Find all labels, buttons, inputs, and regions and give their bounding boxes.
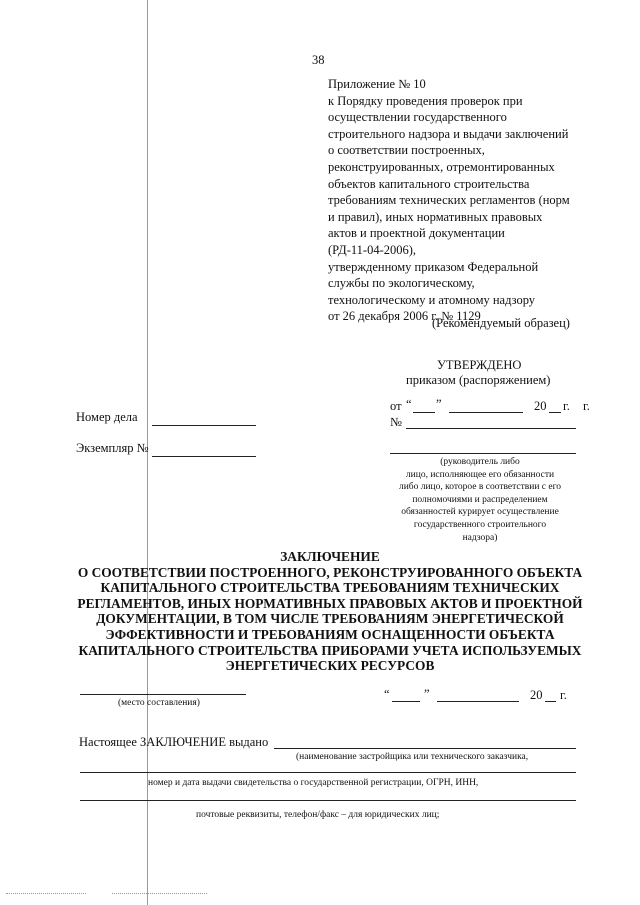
- approval-quote-open: “: [406, 397, 412, 411]
- appendix-line: осуществлении государственного: [328, 110, 507, 125]
- head-note-line: полномочиями и распределением: [412, 494, 548, 505]
- scan-artifact: [112, 893, 207, 894]
- date-month-field[interactable]: [437, 701, 519, 702]
- place-caption: (место составления): [118, 698, 200, 708]
- head-note-line: лицо, исполняющее его обязанности: [405, 469, 555, 480]
- date-quote-close: ”: [424, 687, 430, 701]
- case-number-label: Номер дела: [76, 410, 138, 424]
- appendix-line: и правил), иных нормативных правовых: [328, 209, 543, 224]
- approval-year-prefix: 20: [534, 399, 547, 413]
- issued-to-field-3[interactable]: [80, 800, 576, 801]
- place-field[interactable]: [80, 694, 246, 695]
- approval-from-label: от: [390, 399, 402, 413]
- issued-caption-1: (наименование застройщика или технического заказчика,: [296, 752, 529, 762]
- date-year-suffix: г.: [560, 688, 567, 702]
- date-day-field[interactable]: [392, 701, 420, 702]
- title-line: ЗАКЛЮЧЕНИЕ: [280, 549, 380, 564]
- approval-day-field[interactable]: [413, 412, 435, 413]
- title-line: ДОКУМЕНТАЦИИ, В ТОМ ЧИСЛЕ ТРЕБОВАНИЯМ ЭНЕРГЕТИЧЕСКОЙ: [96, 611, 564, 627]
- appendix-line: Приложение № 10: [328, 77, 426, 91]
- appendix-line: к Порядку проведения проверок при: [328, 93, 523, 108]
- appendix-line: требованиям технических регламентов (норм: [328, 193, 570, 208]
- head-note-line: (руководитель либо: [440, 457, 520, 467]
- scan-artifact: [6, 893, 86, 894]
- appendix-line: реконструированных, отремонтированных: [328, 159, 555, 174]
- head-note-line: надзора): [462, 532, 498, 543]
- approval-month-field[interactable]: [449, 412, 523, 413]
- appendix-line: (РД-11-04-2006),: [328, 242, 417, 257]
- copy-number-label: Экземпляр №: [76, 441, 149, 455]
- approved-by-order: приказом (распоряжением): [406, 373, 551, 387]
- title-line: КАПИТАЛЬНОГО СТРОИТЕЛЬСТВА ПРИБОРАМИ УЧЕТА ИСПОЛЬЗУЕМЫХ: [78, 642, 582, 658]
- appendix-line: актов и проектной документации: [328, 226, 505, 241]
- date-year-field[interactable]: [545, 701, 556, 702]
- head-note-line: государственного строительного: [413, 519, 547, 530]
- approved-heading: УТВЕРЖДЕНО: [437, 358, 522, 372]
- date-year-prefix: 20: [530, 688, 543, 702]
- copy-number-field[interactable]: [152, 456, 256, 457]
- approval-year-field[interactable]: [549, 412, 561, 413]
- appendix-line: службы по экологическому,: [328, 276, 475, 291]
- issued-label: Настоящее ЗАКЛЮЧЕНИЕ выдано: [79, 735, 269, 749]
- approval-number-field[interactable]: [406, 428, 576, 429]
- issued-to-field-2[interactable]: [80, 772, 576, 773]
- title-line: ЭНЕРГЕТИЧЕСКИХ РЕСУРСОВ: [225, 658, 435, 674]
- appendix-line: объектов капитального строительства: [328, 176, 530, 191]
- appendix-line: строительного надзора и выдачи заключений: [328, 126, 569, 141]
- appendix-line: о соответствии построенных,: [328, 143, 485, 158]
- title-line: РЕГЛАМЕНТОВ, ИНЫХ НОРМАТИВНЫХ ПРАВОВЫХ АКТОВ И ПРОЕКТНОЙ: [77, 595, 583, 611]
- document-title: [60, 549, 600, 674]
- title-line: О СООТВЕТСТВИИ ПОСТРОЕННОГО, РЕКОНСТРУИРОВАННОГО ОБЪЕКТА: [77, 564, 583, 580]
- title-line: КАПИТАЛЬНОГО СТРОИТЕЛЬСТВА ТРЕБОВАНИЯМ ТЕХНИЧЕСКИХ: [100, 580, 560, 596]
- head-note-line: обязанностей курирует осуществление: [401, 507, 559, 518]
- head-note: [380, 456, 580, 544]
- appendix-line: технологическому и атомному надзору: [328, 292, 536, 307]
- case-number-field[interactable]: [152, 425, 256, 426]
- head-signature-line[interactable]: [390, 453, 576, 454]
- approval-extra-g: г.: [583, 399, 590, 413]
- approval-quote-close: ”: [436, 397, 442, 411]
- approval-year-suffix: г.: [563, 399, 570, 413]
- page-number: 38: [312, 53, 325, 67]
- issued-caption-2: номер и дата выдачи свидетельства о государственной регистрации, ОГРН, ИНН,: [148, 778, 479, 788]
- issued-caption-3: почтовые реквизиты, телефон/факс – для юридических лиц;: [196, 810, 440, 820]
- head-note-line: либо лицо, которое в соответствии с его: [398, 482, 562, 493]
- appendix-line: утвержденному приказом Федеральной: [328, 259, 539, 274]
- appendix-line: от 26 декабря 2006 г. № 1129: [328, 309, 481, 324]
- recommended-sample: (Рекомендуемый образец): [432, 316, 570, 330]
- appendix-block: [328, 76, 570, 325]
- title-line: ЭФФЕКТИВНОСТИ И ТРЕБОВАНИЯМ ОСНАЩЕННОСТИ ОБЪЕКТА: [105, 626, 555, 642]
- approval-number-sign: №: [390, 415, 402, 429]
- issued-to-field-1[interactable]: [274, 748, 576, 749]
- date-quote-open: “: [384, 687, 390, 701]
